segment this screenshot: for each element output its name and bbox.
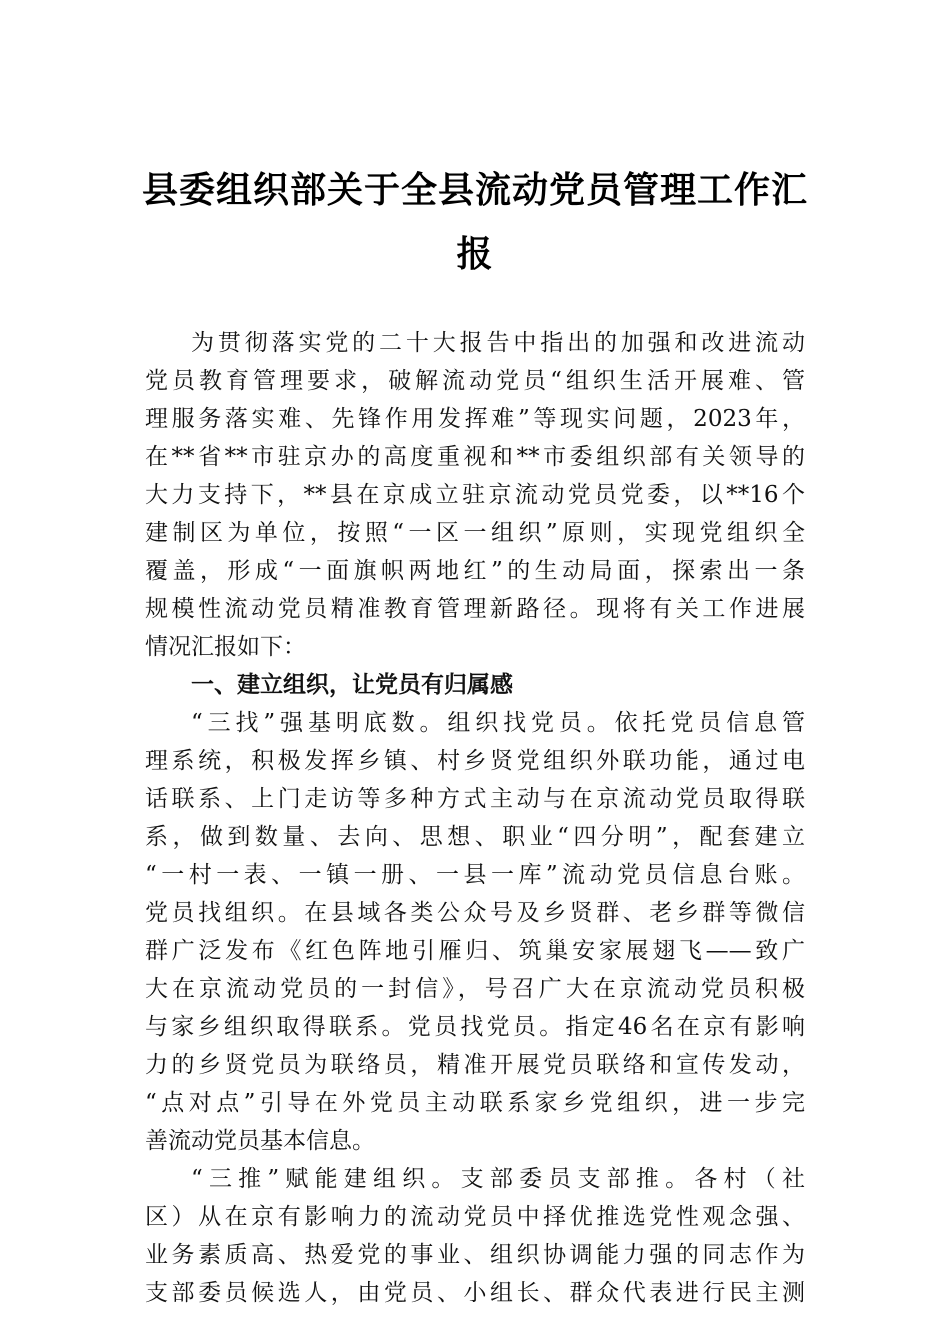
body-line: 规模性流动党员精准教育管理新路径。现将有关工作进展 bbox=[145, 596, 805, 622]
body-line: 大在京流动党员的一封信》，号召广大在京流动党员积极 bbox=[145, 976, 805, 1002]
body-line: 在**省**市驻京办的高度重视和**市委组织部有关领导的 bbox=[145, 444, 805, 470]
section-heading: 一、建立组织，让党员有归属感 bbox=[191, 672, 513, 698]
body-line: 覆盖，形成“一面旗帜两地红”的生动局面，探索出一条 bbox=[145, 558, 805, 584]
body-line: 理服务落实难、先锋作用发挥难”等现实问题，2023年， bbox=[145, 406, 805, 432]
document-body bbox=[145, 324, 805, 1312]
body-line: 与家乡组织取得联系。党员找党员。指定46名在京有影响 bbox=[145, 1014, 805, 1040]
body-line: “点对点”引导在外党员主动联系家乡党组织，进一步完 bbox=[145, 1090, 805, 1116]
body-line: 话联系、上门走访等多种方式主动与在京流动党员取得联 bbox=[145, 786, 805, 812]
body-line: 情况汇报如下： bbox=[145, 634, 306, 660]
body-line: 党员找组织。在县域各类公众号及乡贤群、老乡群等微信 bbox=[145, 900, 805, 926]
body-line: 党员教育管理要求，破解流动党员“组织生活开展难、管 bbox=[145, 368, 805, 394]
document-title-line-1: 县委组织部关于全县流动党员管理工作汇 bbox=[141, 170, 808, 211]
body-line: 建制区为单位，按照“一区一组织”原则，实现党组织全 bbox=[145, 520, 805, 546]
body-line: 业务素质高、热爱党的事业、组织协调能力强的同志作为 bbox=[145, 1242, 805, 1268]
body-line: 大力支持下，**县在京成立驻京流动党员党委，以**16个 bbox=[145, 482, 805, 508]
document-title-line-2: 报 bbox=[456, 234, 494, 275]
body-line: 群广泛发布《红色阵地引雁归、筑巢安家展翅飞——致广 bbox=[145, 938, 805, 964]
body-line: 区）从在京有影响力的流动党员中择优推选党性观念强、 bbox=[145, 1204, 805, 1230]
body-line: 为贯彻落实党的二十大报告中指出的加强和改进流动 bbox=[191, 330, 805, 356]
body-line: 理系统，积极发挥乡镇、村乡贤党组织外联功能，通过电 bbox=[145, 748, 805, 774]
body-line: 系，做到数量、去向、思想、职业“四分明”，配套建立 bbox=[145, 824, 805, 850]
body-line: 力的乡贤党员为联络员，精准开展党员联络和宣传发动， bbox=[145, 1052, 805, 1078]
body-line: 善流动党员基本信息。 bbox=[145, 1128, 375, 1154]
body-line: “三找”强基明底数。组织找党员。依托党员信息管 bbox=[191, 710, 805, 736]
body-line: “一村一表、一镇一册、一县一库”流动党员信息台账。 bbox=[145, 862, 805, 888]
body-line: “三推”赋能建组织。支部委员支部推。各村（社 bbox=[191, 1166, 805, 1192]
body-line: 支部委员候选人，由党员、小组长、群众代表进行民主测 bbox=[145, 1280, 805, 1306]
